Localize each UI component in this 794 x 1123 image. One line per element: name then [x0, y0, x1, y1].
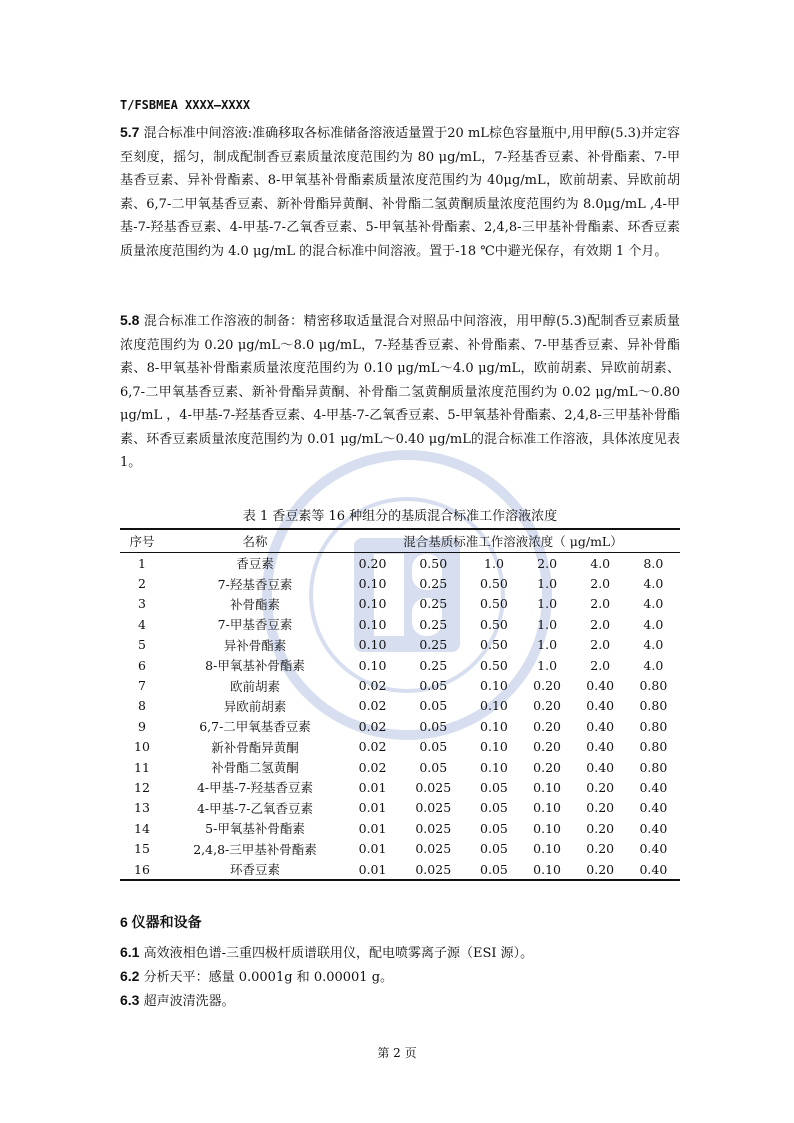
cell-value: 0.05	[480, 779, 508, 795]
cell-value: 0.025	[415, 779, 452, 795]
cell-value: 0.40	[639, 779, 668, 795]
cell-value: 2.0	[590, 596, 611, 612]
cell-name: 香豆素	[236, 556, 274, 572]
item-text: 超声波清洗器。	[143, 994, 235, 1009]
cell-serial: 10	[134, 739, 150, 755]
table-caption: 表 1 香豆素等 16 种组分的基质混合标准工作溶液浓度	[242, 509, 558, 524]
cell-serial: 6	[138, 657, 146, 673]
cell-name: 6,7-二甲氧基香豆素	[199, 719, 311, 735]
cell-value: 0.025	[415, 841, 452, 857]
cell-value: 0.20	[358, 555, 387, 571]
table-row	[120, 838, 680, 858]
cell-value: 0.50	[480, 637, 508, 653]
cell-value: 0.80	[639, 759, 668, 775]
cell-value: 0.25	[419, 616, 448, 632]
cell-value: 0.20	[586, 820, 615, 836]
cell-serial: 13	[134, 800, 150, 816]
table-row	[120, 594, 680, 614]
cell-value: 0.40	[586, 759, 615, 775]
cell-serial: 7	[138, 678, 146, 694]
section-number: 5.7	[120, 124, 140, 140]
cell-value: 0.10	[480, 678, 508, 694]
cell-value: 0.50	[480, 576, 508, 592]
cell-value: 0.10	[480, 739, 508, 755]
item-number: 6.2	[120, 968, 140, 984]
cell-value: 0.01	[358, 841, 387, 857]
cell-name: 异欧前胡素	[223, 698, 287, 714]
cell-value: 0.20	[533, 759, 561, 775]
cell-value: 0.40	[639, 841, 668, 857]
cell-value: 0.40	[586, 698, 615, 714]
table-body	[120, 553, 680, 881]
cell-value: 0.25	[419, 637, 448, 653]
cell-value: 0.25	[419, 576, 448, 592]
cell-value: 0.10	[480, 759, 508, 775]
item-6-1	[120, 942, 533, 961]
item-6-3	[120, 990, 235, 1009]
cell-value: 2.0	[590, 576, 611, 592]
cell-value: 0.40	[639, 800, 668, 816]
cell-name: 8-甲氧基补骨酯素	[205, 658, 305, 674]
cell-value: 0.25	[419, 596, 448, 612]
table-row	[120, 859, 680, 880]
cell-value: 0.10	[480, 718, 508, 734]
section-6-title: 6 仪器和设备	[120, 914, 202, 930]
cell-value: 2.0	[590, 637, 611, 653]
cell-value: 0.01	[346, 859, 399, 880]
cell-value: 0.20	[533, 698, 561, 714]
cell-name: 5-甲氧基补骨酯素	[205, 821, 305, 837]
cell-name: 补骨酯二氢黄酮	[211, 760, 299, 776]
cell-value: 0.40	[586, 718, 615, 734]
cell-value: 0.50	[419, 555, 448, 571]
cell-name: 欧前胡素	[229, 678, 280, 694]
cell-serial: 12	[134, 779, 150, 795]
page-number: 第 2 页	[377, 1046, 417, 1060]
table-row	[120, 635, 680, 655]
cell-value: 1.0	[537, 576, 558, 592]
item-text: 高效液相色谱-三重四极杆质谱联用仪，配电喷雾离子源（ESI 源）。	[143, 946, 534, 961]
cell-name: 4-甲基-7-羟基香豆素	[196, 780, 314, 796]
cell-value: 2.0	[590, 657, 611, 673]
cell-value: 0.50	[480, 596, 508, 612]
cell-serial: 2	[138, 576, 146, 592]
cell-value: 0.025	[399, 859, 467, 880]
cell-value: 0.10	[521, 859, 574, 880]
cell-name: 4-甲基-7-乙氧香豆素	[196, 800, 314, 816]
cell-value: 0.02	[358, 698, 387, 714]
cell-serial: 8	[138, 698, 146, 714]
section-5-8	[120, 309, 680, 475]
cell-value: 0.50	[480, 616, 508, 632]
cell-value: 2.0	[590, 616, 611, 632]
cell-value: 0.10	[480, 698, 508, 714]
cell-value: 0.20	[574, 859, 627, 880]
cell-serial: 5	[138, 637, 146, 653]
cell-value: 4.0	[643, 657, 664, 673]
cell-value: 0.10	[358, 657, 387, 673]
cell-serial: 9	[138, 718, 146, 734]
cell-value: 0.20	[533, 678, 561, 694]
cell-value: 4.0	[643, 576, 664, 592]
cell-value: 0.02	[358, 678, 387, 694]
cell-value: 0.01	[358, 820, 387, 836]
cell-value: 0.02	[358, 759, 387, 775]
table-row	[120, 798, 680, 818]
table-row	[120, 818, 680, 838]
header-concentration: 混合基质标准工作溶液浓度（ μg/mL）	[346, 529, 680, 553]
table-row	[120, 655, 680, 675]
header-name: 名称	[164, 529, 346, 553]
cell-value: 0.05	[419, 698, 448, 714]
cell-value: 0.20	[586, 800, 615, 816]
cell-value: 0.02	[358, 718, 387, 734]
cell-value: 0.20	[586, 841, 615, 857]
cell-value: 0.20	[586, 779, 615, 795]
cell-value: 0.10	[533, 841, 561, 857]
cell-value: 1.0	[537, 616, 558, 632]
cell-value: 4.0	[643, 616, 664, 632]
cell-value: 0.25	[419, 657, 448, 673]
cell-serial: 4	[138, 616, 146, 632]
cell-name: 7-甲基香豆素	[217, 617, 293, 633]
cell-value: 4.0	[643, 596, 664, 612]
cell-value: 0.10	[358, 637, 387, 653]
cell-value: 0.80	[639, 718, 668, 734]
cell-value: 1.0	[537, 637, 558, 653]
section-text: 混合标准中间溶液:准确移取各标准储备溶液适量置于20 mL棕色容量瓶中,用甲醇(5.3)并定容至刻度，摇匀，制成配制香豆素质量浓度范围约为 80 μg/mL，7-羟基香豆素、补骨酯素、7-甲基香豆素、异补骨酯素、8-甲氧基补骨酯素质量浓度范围约为 40μg/mL，欧前胡素、异欧前胡素、6,7-二甲氧基香豆素、新补骨酯异黄酮、补骨酯二氢黄酮质量浓度范围约为 8.0μg/mL ,4-甲基-7-羟基香豆素、4-甲基-7-乙氧香豆素、5-甲氧基补骨酯素、2,4,8-三甲基补骨酯素、环香豆素质量浓度范围约为 4.0 μg/mL 的混合标准中间溶液。置于-18 ℃中避光保存，有效期 1 个月。	[120, 126, 681, 259]
cell-value: 4.0	[590, 555, 611, 571]
cell-name: 异补骨酯素	[223, 637, 287, 653]
table-row	[120, 553, 680, 574]
cell-value: 0.05	[419, 759, 448, 775]
cell-value: 1.0	[484, 555, 504, 571]
cell-value: 0.50	[480, 657, 508, 673]
cell-value: 0.10	[358, 576, 387, 592]
table-row	[120, 777, 680, 797]
cell-name: 2,4,8-三甲基补骨酯素	[193, 841, 317, 857]
cell-value: 4.0	[643, 637, 664, 653]
cell-value: 1.0	[537, 596, 558, 612]
cell-value: 0.80	[639, 678, 668, 694]
cell-value: 8.0	[643, 555, 664, 571]
table-row	[120, 675, 680, 695]
cell-serial: 11	[134, 759, 150, 775]
cell-value: 0.05	[480, 841, 508, 857]
cell-value: 0.025	[415, 800, 452, 816]
cell-value: 0.80	[639, 739, 668, 755]
cell-serial: 15	[134, 841, 150, 857]
table-row	[120, 757, 680, 777]
cell-value: 1.0	[537, 657, 558, 673]
cell-value: 0.02	[358, 739, 387, 755]
cell-value: 0.40	[586, 739, 615, 755]
cell-value: 0.05	[419, 739, 448, 755]
item-text: 分析天平：感量 0.0001g 和 0.00001 g。	[143, 970, 394, 985]
cell-serial: 16	[120, 859, 164, 880]
section-5-7	[120, 121, 680, 263]
table-header-row	[120, 529, 680, 553]
cell-value: 0.05	[480, 820, 508, 836]
cell-serial: 1	[138, 555, 146, 571]
cell-value: 0.05	[480, 800, 508, 816]
cell-value: 0.05	[467, 859, 520, 880]
header-serial: 序号	[120, 529, 164, 553]
cell-value: 0.40	[639, 820, 668, 836]
cell-serial: 3	[138, 596, 146, 612]
cell-value: 0.10	[533, 800, 561, 816]
cell-name: 7-羟基香豆素	[217, 576, 293, 592]
cell-value: 0.10	[358, 616, 387, 632]
section-number: 5.8	[120, 312, 140, 328]
cell-value: 0.20	[533, 718, 561, 734]
cell-value: 0.05	[419, 678, 448, 694]
cell-serial: 14	[134, 820, 150, 836]
cell-value: 0.10	[533, 820, 561, 836]
cell-value: 0.10	[533, 779, 561, 795]
cell-name: 补骨酯素	[229, 596, 280, 612]
cell-value: 0.05	[419, 718, 448, 734]
cell-value: 0.025	[415, 820, 452, 836]
cell-value: 0.10	[358, 596, 387, 612]
table-row	[120, 614, 680, 634]
table-row	[120, 696, 680, 716]
cell-value: 0.40	[627, 859, 680, 880]
item-6-2	[120, 966, 393, 985]
cell-value: 0.40	[586, 678, 615, 694]
table-row	[120, 716, 680, 736]
item-number: 6.3	[120, 992, 140, 1008]
item-number: 6.1	[120, 944, 140, 960]
cell-value: 0.80	[639, 698, 668, 714]
table-row	[120, 573, 680, 593]
table-row	[120, 737, 680, 757]
cell-name: 环香豆素	[164, 859, 346, 880]
section-text: 混合标准工作溶液的制备：精密移取适量混合对照品中间溶液，用甲醇(5.3)配制香豆素质量浓度范围约为 0.20 μg/mL～8.0 μg/mL，7-羟基香豆素、补骨酯素、7-甲基香豆素、异补骨酯素、8-甲氧基补骨酯素质量浓度范围约为 0.10 μg/mL～4.0 μg/mL，欧前胡素、异欧前胡素、6,7-二甲氧基香豆素、新补骨酯异黄酮、补骨酯二氢黄酮质量浓度范围约为 0.02 μg/mL～0.80 μg/mL ，4-甲基-7-羟基香豆素、4-甲基-7-乙氧香豆素、5-甲氧基补骨酯素、2,4,8-三甲基补骨酯素、环香豆素质量浓度范围约为 0.01 μg/mL～0.40 μg/mL的混合标准工作溶液，具体浓度见表 1。	[120, 314, 680, 470]
cell-value: 2.0	[537, 555, 558, 571]
cell-value: 0.01	[358, 800, 387, 816]
cell-value: 0.01	[358, 779, 387, 795]
cell-name: 新补骨酯异黄酮	[211, 739, 299, 755]
standard-number-header: T/FSBMEA XXXX—XXXX	[120, 98, 251, 112]
concentration-table	[120, 528, 680, 881]
cell-value: 0.20	[533, 739, 561, 755]
